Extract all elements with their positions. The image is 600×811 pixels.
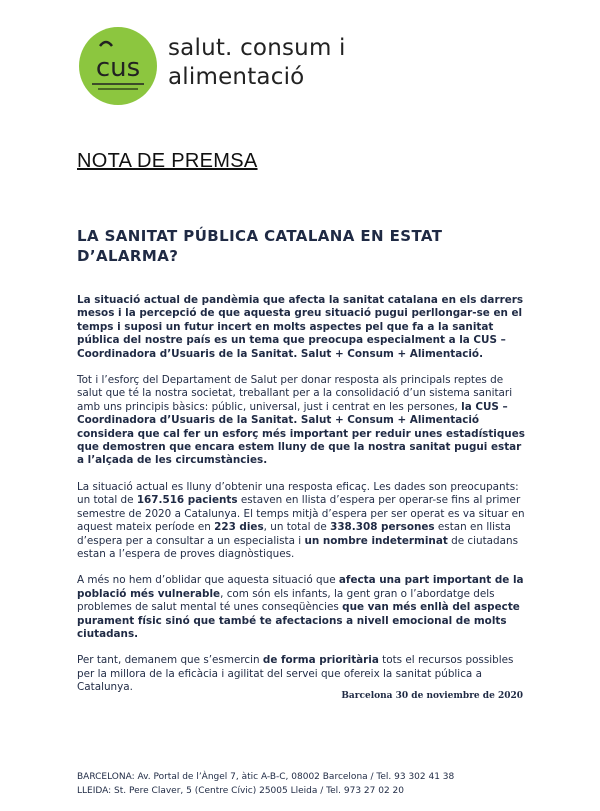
paragraph-text: Tot i l’esforç del Departament de Salut per donar resposta als principals reptes de salut que té la nostra societat, treballant per a la consolidació d’un sistema sanitari amb uns principis bàsics: públic, universal, just i centrat en les persones, bbox=[77, 374, 513, 413]
press-release-headline bbox=[77, 226, 527, 266]
paragraph-text: tots el recursos possibles per la millora de la eficàcia i agilitat del servei que ofereix la sanitat pública a Catalunya. bbox=[77, 654, 514, 694]
emphasized-text: 223 dies bbox=[214, 521, 264, 534]
emphasized-text: que van més enllà del aspecte purament físic sinó que també te afectacions a nivell emocional de molts ciutadans. bbox=[77, 601, 520, 640]
footer-addresses bbox=[77, 770, 454, 798]
logo-title-line-2: alimentació bbox=[168, 64, 305, 90]
emphasized-text: 338.308 persones bbox=[330, 521, 435, 534]
body-paragraph bbox=[77, 294, 529, 361]
body-paragraph bbox=[77, 654, 529, 694]
paragraph-text: de ciutadans estan a l’espera de proves diagnòstiques. bbox=[77, 534, 518, 560]
logo-tagline-strip bbox=[98, 88, 138, 90]
body-paragraph bbox=[77, 574, 529, 641]
paragraph-text: , un total de bbox=[263, 521, 331, 534]
footer-address-barcelona: BARCELONA: Av. Portal de l’Àngel 7, àtic A-B-C, 08002 Barcelona / Tel. 93 302 41 38 bbox=[77, 772, 455, 782]
paragraph-text: , com són els infants, la gent gran o l’abordatge dels problemes de salut mental té unes conseqüències bbox=[77, 587, 495, 614]
footer-address-lleida: LLEIDA: St. Pere Claver, 5 (Centre Cívic) 25005 Lleida / Tel. 973 27 02 20 bbox=[77, 786, 404, 796]
logo-wordmark bbox=[168, 34, 346, 92]
document-type-heading: NOTA DE PREMSA bbox=[77, 150, 258, 172]
paragraph-text: A més no hem d’oblidar que aquesta situació que bbox=[77, 574, 339, 587]
logo-title-line-1: salut. consum i bbox=[168, 35, 346, 61]
place-and-date: Barcelona 30 de noviembre de 2020 bbox=[341, 691, 523, 701]
organization-logo bbox=[78, 26, 478, 106]
headline-line-2: D’ALARMA? bbox=[77, 247, 179, 265]
paragraph-text: estaven en llista d’espera per operar-se fins al primer semestre de 2020 a Catalunya. El temps mitjà d’espera per ser operat es va situar en aquest mateix període en bbox=[77, 494, 525, 534]
emphasized-text: 167.516 pacients bbox=[136, 494, 238, 507]
emphasized-text: afecta una part important de la població més vulnerable bbox=[77, 574, 524, 600]
paragraph-text: Per tant, demanem que s’esmercin bbox=[77, 654, 263, 667]
cus-logo-emblem bbox=[78, 26, 158, 106]
logo-monogram: cus bbox=[95, 53, 141, 83]
body-paragraph bbox=[77, 481, 529, 561]
press-release-body bbox=[77, 294, 529, 708]
emphasized-text: de forma prioritària bbox=[262, 654, 379, 667]
emphasized-text: la CUS – Coordinadora d’Usuaris de la Sanitat. Salut + Consum + Alimentació considera que cal fer un esforç més important per reduir unes estadístiques que demostren que encara estem lluny de que la nostra sanitat pugui estar a l’alçada de les circumstàncies. bbox=[77, 400, 525, 467]
emphasized-text: La situació actual de pandèmia que afecta la sanitat catalana en els darrers mesos i la percepció de que aquesta greu situació pugui perllongar-se en el temps i suposi un futur incert en molts aspectes pel que fa a la sanitat pública del nostre país es un tema que preocupa especialment a la CUS – Coordinadora d’Usuaris de la Sanitat. Salut + Consum + Alimentació. bbox=[77, 294, 524, 360]
emphasized-text: un nombre indeterminat bbox=[304, 534, 448, 547]
body-paragraph bbox=[77, 374, 529, 468]
headline-line-1: LA SANITAT PÚBLICA CATALANA EN ESTAT bbox=[77, 227, 443, 245]
paragraph-text: La situació actual es lluny d’obtenir una resposta eficaç. Les dades son preocupants: un total de bbox=[77, 480, 519, 507]
paragraph-text: estan en llista d’espera per a consultar a un especialista i bbox=[77, 521, 511, 547]
